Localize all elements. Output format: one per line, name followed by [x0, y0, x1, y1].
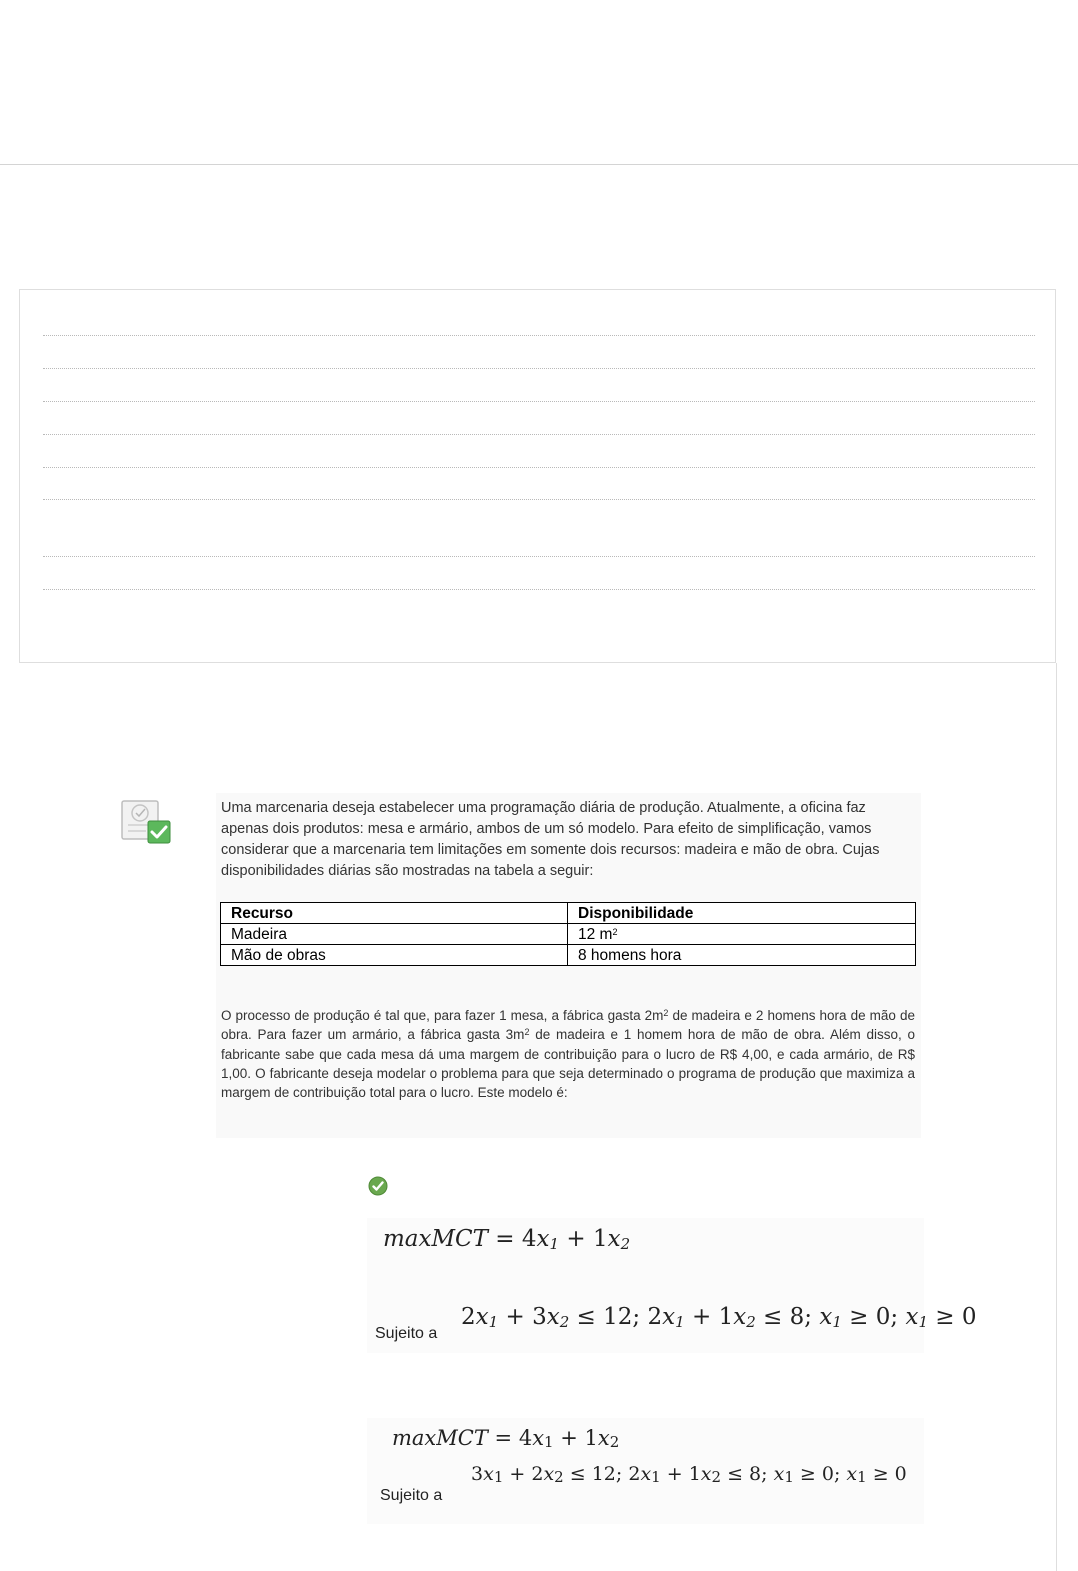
table-cell: Mão de obras	[221, 945, 568, 966]
question-statement	[216, 793, 921, 1138]
plus-sign: +	[553, 1426, 585, 1450]
table-cell	[568, 924, 916, 945]
subscript: 1	[675, 1312, 685, 1331]
subscript: 1	[493, 1467, 504, 1486]
coefficient: 2	[461, 1304, 476, 1330]
variable: x	[700, 1463, 712, 1485]
subscript: 1	[784, 1467, 794, 1486]
variable: x	[640, 1463, 652, 1485]
info-row-divider	[43, 556, 1035, 557]
correct-check-icon	[368, 1176, 388, 1196]
plus-sign: +	[660, 1463, 689, 1485]
info-row-divider	[43, 335, 1035, 336]
variable: x	[733, 1304, 747, 1330]
text-span: O processo de produção é tal que, para fazer 1 mesa, a fábrica gasta 2m	[221, 1008, 664, 1023]
variable: x	[532, 1426, 545, 1450]
table-header-row	[221, 903, 916, 924]
question-process-text	[221, 1006, 915, 1102]
variable: x	[597, 1426, 610, 1450]
info-row-divider	[43, 434, 1035, 435]
constraints-expression	[471, 1463, 907, 1489]
subscript: 2	[559, 1312, 570, 1331]
coefficient: 1	[688, 1463, 701, 1485]
subscript: 2	[620, 1234, 631, 1253]
cell-value: 12 m	[578, 925, 613, 943]
variable: x	[846, 1463, 858, 1485]
plus-sign: +	[559, 1226, 593, 1252]
table-row	[221, 945, 916, 966]
table-cell: Madeira	[221, 924, 568, 945]
variable: x	[905, 1304, 919, 1330]
objective-function	[383, 1226, 630, 1256]
resources-table	[220, 902, 916, 966]
inequality: ≤ 12;	[563, 1463, 629, 1485]
coefficient: 4	[518, 1426, 533, 1450]
constraints-label: Sujeito a	[380, 1487, 443, 1504]
cell-superscript: 2	[612, 926, 618, 937]
content-right-border	[1056, 663, 1057, 1571]
variable: x	[483, 1463, 494, 1485]
variable: x	[773, 1463, 785, 1485]
coefficient: 2	[647, 1304, 663, 1330]
header-divider	[0, 164, 1078, 165]
plus-sign: +	[684, 1304, 719, 1330]
variable: x	[475, 1304, 489, 1330]
subscript: 1	[488, 1312, 499, 1331]
inequality: ≥ 0	[866, 1463, 907, 1485]
subscript: 2	[554, 1467, 564, 1486]
equals-sign: =	[487, 1426, 519, 1450]
variable: x	[662, 1304, 676, 1330]
superscript: 2	[663, 1008, 669, 1018]
inequality: ≤ 8;	[721, 1463, 774, 1485]
equals-sign: =	[487, 1226, 522, 1252]
info-row-divider	[43, 467, 1035, 468]
inequality: ≤ 8;	[755, 1304, 820, 1330]
info-row-divider	[43, 499, 1035, 500]
subscript: 1	[918, 1312, 928, 1331]
coefficient: 3	[471, 1463, 484, 1485]
coefficient: 1	[592, 1226, 608, 1252]
inequality: ≤ 12;	[569, 1304, 648, 1330]
text-span: de madeira e 2 homens hora de mão de obra. Para fazer um armário, a fábrica gasta 3m	[221, 1008, 915, 1043]
coefficient: 1	[584, 1426, 598, 1450]
plus-sign: +	[503, 1463, 532, 1485]
subscript: 2	[746, 1312, 756, 1331]
subscript: 2	[711, 1467, 722, 1486]
coefficient: 4	[521, 1226, 537, 1252]
subscript: 1	[651, 1467, 661, 1486]
subscript: 1	[857, 1467, 867, 1486]
inequality: ≥ 0	[927, 1304, 977, 1330]
variable: x	[543, 1463, 555, 1485]
coefficient: 3	[532, 1304, 547, 1330]
table-row	[221, 924, 916, 945]
question-info-panel	[19, 289, 1056, 663]
variable: x	[546, 1304, 560, 1330]
superscript: 2	[524, 1027, 530, 1038]
objective-name: maxMCT	[383, 1226, 488, 1252]
inequality: ≥ 0;	[793, 1463, 847, 1485]
coefficient: 2	[531, 1463, 544, 1485]
subscript: 2	[609, 1433, 620, 1452]
subscript: 1	[832, 1312, 842, 1331]
table-header: Disponibilidade	[568, 903, 916, 924]
objective-name: maxMCT	[392, 1426, 488, 1450]
info-row-divider	[43, 589, 1035, 590]
plus-sign: +	[498, 1304, 533, 1330]
variable: x	[819, 1304, 833, 1330]
coefficient: 1	[718, 1304, 734, 1330]
subscript: 1	[549, 1234, 560, 1253]
inequality: ≥ 0;	[841, 1304, 906, 1330]
objective-function	[392, 1426, 619, 1454]
table-cell: 8 homens hora	[568, 945, 916, 966]
correct-answer	[367, 1418, 924, 1524]
constraints-expression	[461, 1304, 977, 1334]
subscript: 1	[544, 1433, 554, 1452]
variable: x	[607, 1226, 621, 1252]
question-correct-icon	[120, 795, 172, 847]
question-intro-text: Uma marcenaria deseja estabelecer uma programação diária de produção. Atualmente, a oficina faz apenas dois produtos: mesa e armário, ambos de um só modelo. Para efeito de simplificação, vamos considerar que a marcenaria tem limitações em somente dois recursos: madeira e mão de obra. Cujas disponibilidades diárias são mostradas na tabela a seguir:	[221, 800, 880, 879]
table-header: Recurso	[221, 903, 568, 924]
constraints-label: Sujeito a	[375, 1325, 438, 1342]
variable: x	[536, 1226, 550, 1252]
coefficient: 2	[628, 1463, 641, 1485]
info-row-divider	[43, 401, 1035, 402]
info-row-divider	[43, 368, 1035, 369]
text-span: de madeira e 1 homem hora de mão de obra. Além disso, o fabricante sabe que cada mesa dá uma margem de contribuição para o lucro de R$ 4,00, e cada armário, de R$ 1,00. O fabricante deseja modelar o problema para que seja determinado o programa de produção que maximiza a margem de contribuição total para o lucro. Este modelo é:	[221, 1027, 915, 1101]
selected-answer	[367, 1218, 977, 1353]
